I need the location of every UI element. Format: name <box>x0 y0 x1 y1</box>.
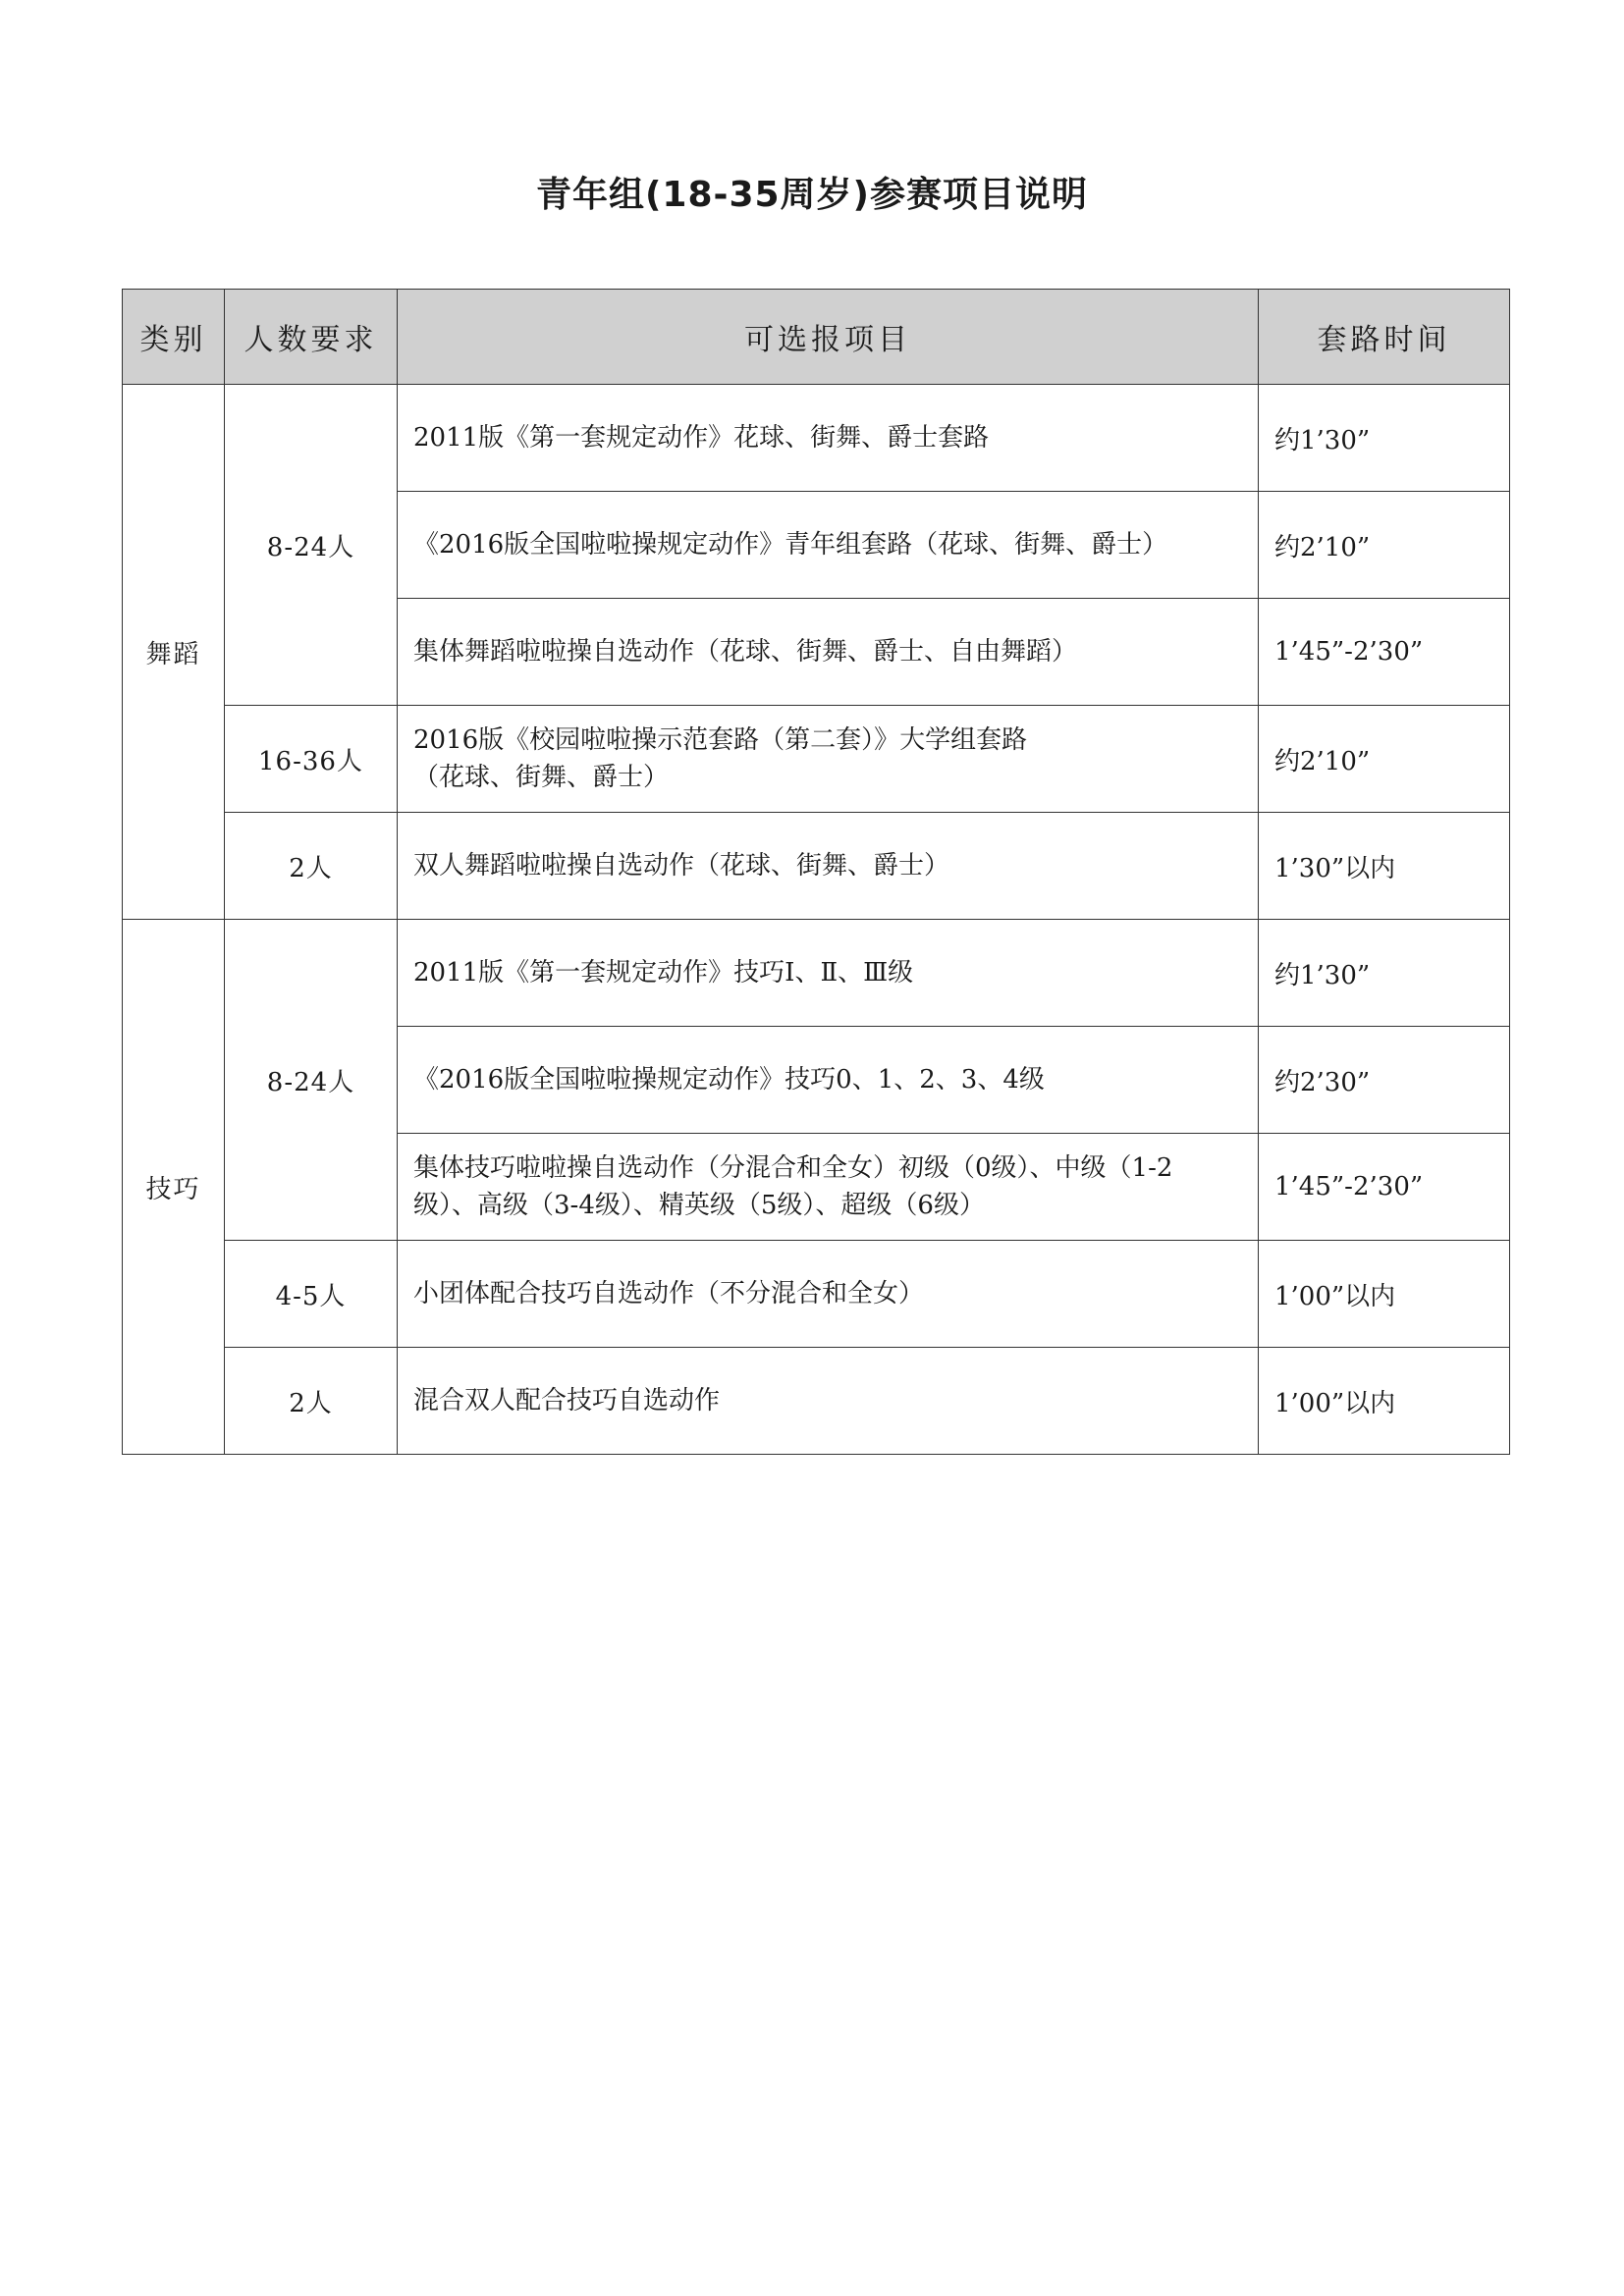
headcount-cell: 8-24人 <box>225 920 398 1241</box>
header-duration: 套路时间 <box>1259 290 1510 385</box>
headcount-cell: 16-36人 <box>225 706 398 813</box>
header-category: 类别 <box>123 290 225 385</box>
header-events: 可选报项目 <box>398 290 1259 385</box>
table-row <box>123 1348 1510 1455</box>
headcount-cell: 2人 <box>225 813 398 920</box>
duration-cell: 约2’30” <box>1259 1027 1510 1134</box>
table-row <box>123 813 1510 920</box>
duration-cell: 1’45”-2’30” <box>1259 599 1510 706</box>
event-line: 集体技巧啦啦操自选动作（分混合和全女）初级（0级）、中级（1-2 <box>413 1153 1173 1183</box>
event-cell: 混合双人配合技巧自选动作 <box>398 1348 1259 1455</box>
page-title: 青年组(18-35周岁)参赛项目说明 <box>535 175 1089 215</box>
event-cell: 2011版《第一套规定动作》花球、街舞、爵士套路 <box>398 385 1259 492</box>
event-cell: 小团体配合技巧自选动作（不分混合和全女） <box>398 1241 1259 1348</box>
event-cell: 《2016版全国啦啦操规定动作》青年组套路（花球、街舞、爵士） <box>398 492 1259 599</box>
header-headcount: 人数要求 <box>225 290 398 385</box>
headcount-cell: 8-24人 <box>225 385 398 706</box>
duration-cell: 约1’30” <box>1259 385 1510 492</box>
table-row <box>123 920 1510 1027</box>
duration-cell: 约2’10” <box>1259 706 1510 813</box>
duration-cell: 1’00”以内 <box>1259 1241 1510 1348</box>
duration-cell: 1’00”以内 <box>1259 1348 1510 1455</box>
event-cell: 《2016版全国啦啦操规定动作》技巧0、1、2、3、4级 <box>398 1027 1259 1134</box>
table-row <box>123 706 1510 813</box>
event-cell <box>398 1134 1259 1241</box>
event-cell: 2011版《第一套规定动作》技巧Ⅰ、Ⅱ、Ⅲ级 <box>398 920 1259 1027</box>
duration-cell: 约2’10” <box>1259 492 1510 599</box>
events-table <box>122 289 1510 1455</box>
category-dance: 舞蹈 <box>123 385 225 920</box>
event-cell <box>398 706 1259 813</box>
table-row <box>123 385 1510 492</box>
duration-cell: 1’45”-2’30” <box>1259 1134 1510 1241</box>
table-row <box>123 1241 1510 1348</box>
headcount-cell: 4-5人 <box>225 1241 398 1348</box>
event-line: 级）、高级（3-4级）、精英级（5级）、超级（6级） <box>413 1191 985 1220</box>
event-cell: 集体舞蹈啦啦操自选动作（花球、街舞、爵士、自由舞蹈） <box>398 599 1259 706</box>
headcount-cell: 2人 <box>225 1348 398 1455</box>
event-line: （花球、街舞、爵士） <box>413 763 670 792</box>
event-cell: 双人舞蹈啦啦操自选动作（花球、街舞、爵士） <box>398 813 1259 920</box>
event-line: 2016版《校园啦啦操示范套路（第二套）》大学组套路 <box>413 725 1028 755</box>
table-header-row <box>123 290 1510 385</box>
duration-cell: 约1’30” <box>1259 920 1510 1027</box>
duration-cell: 1’30”以内 <box>1259 813 1510 920</box>
category-stunt: 技巧 <box>123 920 225 1455</box>
